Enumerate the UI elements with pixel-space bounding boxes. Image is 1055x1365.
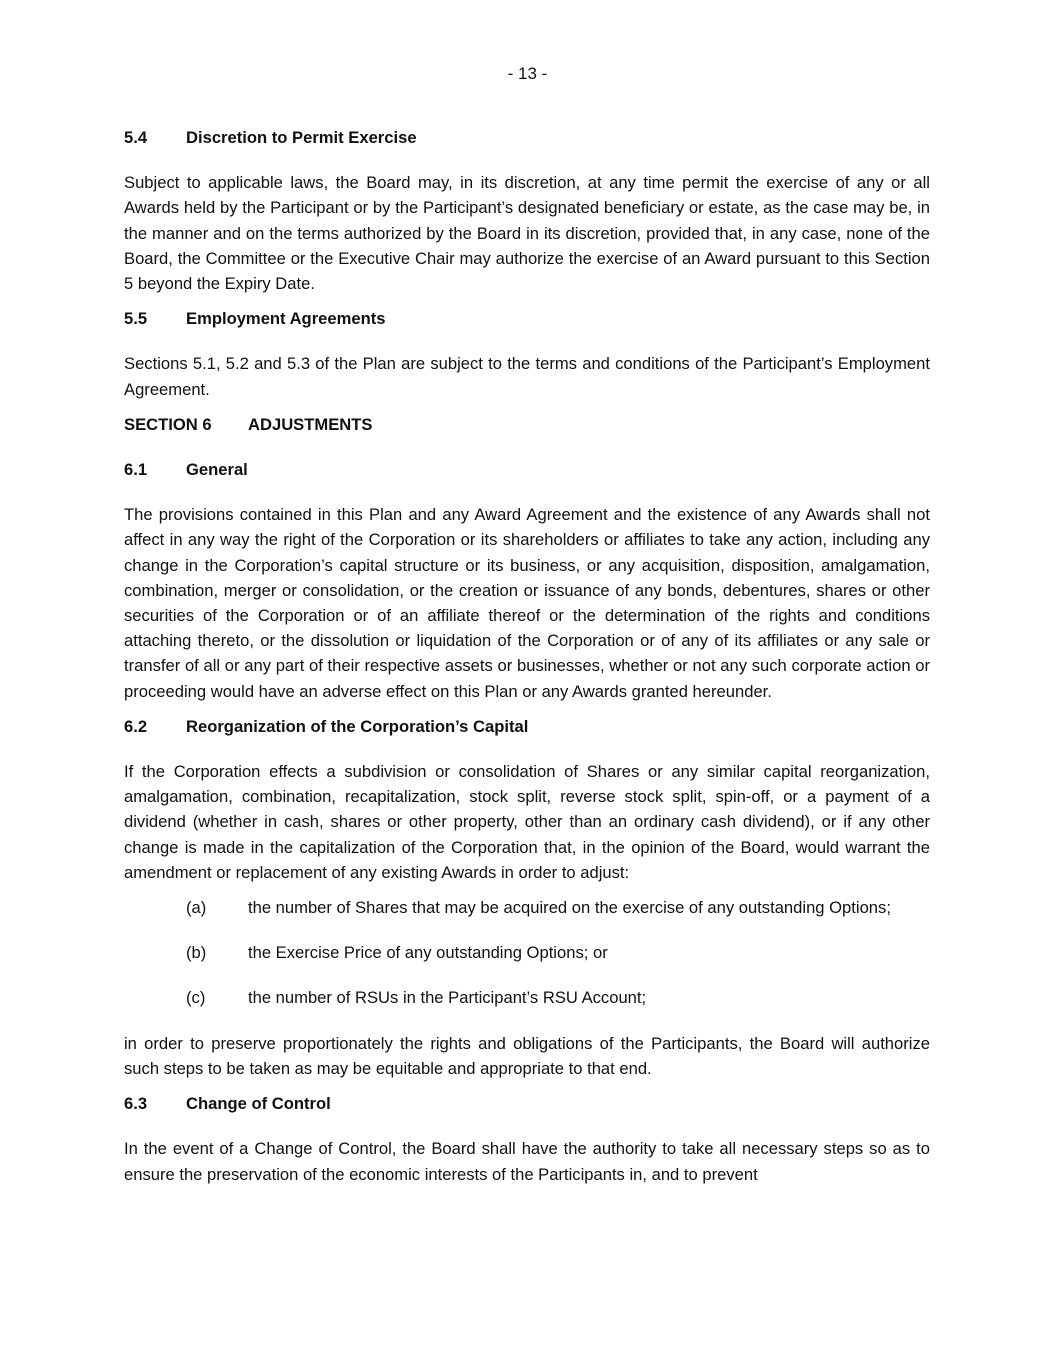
list-item [186, 940, 930, 965]
list-item-label: (b) [186, 943, 207, 963]
list-item [186, 985, 930, 1010]
list-item-label: (c) [186, 988, 206, 1008]
list-item [186, 895, 930, 920]
heading-5-5 [124, 306, 930, 331]
heading-number: 6.3 [124, 1094, 148, 1114]
heading-6-2 [124, 714, 930, 739]
heading-number: 5.4 [124, 128, 148, 147]
list-item-text: the number of RSUs in the Participant’s RSU Account; [248, 988, 647, 1008]
adjustment-list [124, 895, 930, 1011]
list-item-label: (a) [186, 898, 207, 918]
heading-title: Discretion to Permit Exercise [186, 128, 417, 147]
list-item-text: the Exercise Price of any outstanding Options; or [248, 943, 608, 963]
heading-title: Employment Agreements [186, 309, 386, 329]
heading-title: Reorganization of the Corporation’s Capital [186, 716, 529, 736]
heading-number: 6.1 [124, 460, 148, 480]
heading-5-4 [124, 125, 930, 150]
heading-number: 6.2 [124, 716, 148, 736]
paragraph-5-4: Subject to applicable laws, the Board may, in its discretion, at any time permit the exercise of any or all Awards held by the Participant or by the Participant’s designated beneficiary or estate, as the case may be, in the manner and on the terms authorized by the Board in its discretion, provided that, in any case, none of the Board, the Committee or the Executive Chair may authorize the exercise of an Award pursuant to this Section 5 beyond the Expiry Date. [124, 173, 930, 294]
heading-number: 5.5 [124, 309, 148, 329]
paragraph-6-2-closing: in order to preserve proportionately the rights and obligations of the Participants, the Board will authorize such steps to be taken as may be equitable and appropriate to that end. [124, 1033, 930, 1078]
document-body [124, 125, 930, 1197]
heading-title: ADJUSTMENTS [248, 414, 373, 434]
page-number: - 13 - [507, 64, 548, 83]
heading-section-6 [124, 412, 930, 437]
paragraph-6-3: In the event of a Change of Control, the Board shall have the authority to take all necessary steps so as to ensure the preservation of the economic interests of the Participants in, and to prevent [124, 1139, 930, 1184]
paragraph-6-1: The provisions contained in this Plan and any Award Agreement and the existence of any Awards shall not affect in any way the right of the Corporation or its shareholders or affiliates to take any action, including any change in the Corporation’s capital structure or its business, or any acquisition, disposition, amalgamation, combination, merger or consolidation, or the creation or issuance of any bonds, debentures, shares or other securities of the Corporation or of an affiliate thereof or the determination of the rights and conditions attaching thereto, or the dissolution or liquidation of the Corporation or of any of its affiliates or any sale or transfer of all or any part of their respective assets or businesses, whether or not any such corporate action or proceeding would have an adverse effect on this Plan or any Awards granted hereunder. [124, 505, 930, 701]
heading-title: General [186, 460, 248, 480]
heading-6-1 [124, 457, 930, 482]
heading-title: Change of Control [186, 1094, 331, 1114]
heading-6-3 [124, 1091, 930, 1116]
list-item-text: the number of Shares that may be acquired on the exercise of any outstanding Options; [248, 898, 891, 918]
paragraph-6-2: If the Corporation effects a subdivision or consolidation of Shares or any similar capital reorganization, amalgamation, combination, recapitalization, stock split, reverse stock split, spin-off, or a payment of a dividend (whether in cash, shares or other property, other than an ordinary cash dividend), or if any other change is made in the capitalization of the Corporation that, in the opinion of the Board, would warrant the amendment or replacement of any existing Awards in order to adjust: [124, 762, 930, 882]
heading-number: SECTION 6 [124, 414, 212, 434]
paragraph-5-5: Sections 5.1, 5.2 and 5.3 of the Plan are subject to the terms and conditions of the Participant’s Employment Agreement. [124, 354, 930, 399]
